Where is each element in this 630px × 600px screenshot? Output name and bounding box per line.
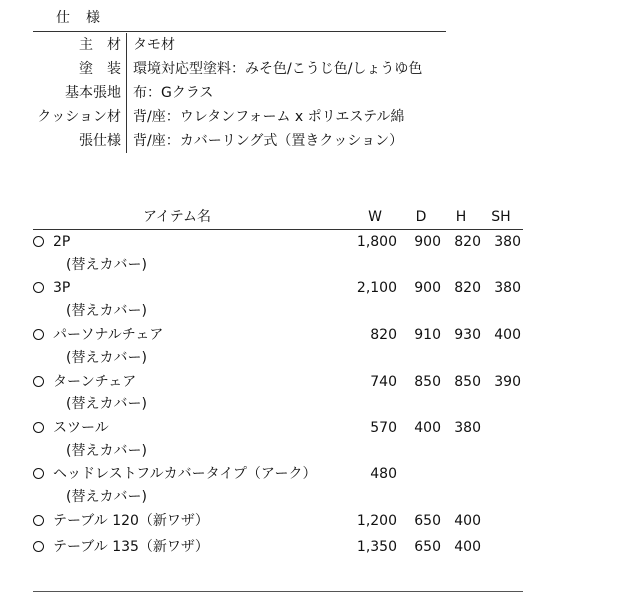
item-sub: (替えカバー) xyxy=(66,396,147,412)
spec-label: 主 材 xyxy=(79,37,121,53)
item-sub: (替えカバー) xyxy=(66,489,147,505)
spec-label: 基本張地 xyxy=(65,85,121,101)
circle-icon xyxy=(33,515,44,526)
item-w: 1,350 xyxy=(356,539,397,555)
circle-icon xyxy=(33,541,44,552)
header-d: D xyxy=(415,209,427,225)
item-d: 650 xyxy=(414,539,441,555)
item-sub: (替えカバー) xyxy=(66,443,147,459)
bottom-rule xyxy=(33,591,523,592)
table-row xyxy=(33,277,523,299)
item-w: 740 xyxy=(370,374,397,390)
item-w: 820 xyxy=(370,327,397,343)
table-row xyxy=(33,536,523,558)
item-name: テーブル 120（新ワザ） xyxy=(53,513,209,529)
table-row xyxy=(33,510,523,532)
item-sh: 380 xyxy=(494,280,521,296)
item-h: 850 xyxy=(454,374,481,390)
item-sh: 390 xyxy=(494,374,521,390)
item-h: 400 xyxy=(454,539,481,555)
table-row xyxy=(33,371,523,393)
spec-row-main-material xyxy=(33,33,453,57)
spec-value: 環境対応型塗料：みそ色/こうじ色/しょうゆ色 xyxy=(133,61,423,77)
item-d: 400 xyxy=(414,420,441,436)
item-name: パーソナルチェア xyxy=(53,327,164,343)
item-h: 400 xyxy=(454,513,481,529)
item-w: 2,100 xyxy=(356,280,397,296)
item-name: テーブル 135（新ワザ） xyxy=(53,539,209,555)
item-sub: (替えカバー) xyxy=(66,303,147,319)
spec-label: 塗 装 xyxy=(79,61,121,77)
circle-icon xyxy=(33,329,44,340)
spec-row-finish xyxy=(33,57,453,81)
item-sh: 380 xyxy=(494,234,521,250)
spec-value: 背/座：カバーリング式（置きクッション） xyxy=(133,133,404,149)
spec-label: クッション材 xyxy=(37,109,121,125)
item-w: 570 xyxy=(370,420,397,436)
item-h: 820 xyxy=(454,234,481,250)
spec-value: 布：Gクラス xyxy=(133,85,214,101)
spec-title: 仕 様 xyxy=(56,10,101,26)
item-w: 480 xyxy=(370,466,397,482)
item-name: 3P xyxy=(53,280,71,296)
circle-icon xyxy=(33,376,44,387)
item-w: 1,800 xyxy=(356,234,397,250)
item-h: 930 xyxy=(454,327,481,343)
item-name: 2P xyxy=(53,234,71,250)
circle-icon xyxy=(33,422,44,433)
header-h: H xyxy=(455,209,467,225)
table-row xyxy=(33,463,523,485)
item-h: 380 xyxy=(454,420,481,436)
table-row xyxy=(33,324,523,346)
circle-icon xyxy=(33,236,44,247)
item-d: 910 xyxy=(414,327,441,343)
item-sub: (替えカバー) xyxy=(66,350,147,366)
spec-value: タモ材 xyxy=(133,37,175,53)
item-w: 1,200 xyxy=(356,513,397,529)
table-row xyxy=(33,417,523,439)
spec-row-upholstery xyxy=(33,129,453,153)
circle-icon xyxy=(33,468,44,479)
item-d: 850 xyxy=(414,374,441,390)
header-item-name: アイテム名 xyxy=(143,209,212,225)
spec-value: 背/座：ウレタンフォーム x ポリエステル綿 xyxy=(133,109,405,125)
item-name: ターンチェア xyxy=(53,374,137,390)
item-name: スツール xyxy=(53,420,109,436)
spec-rule xyxy=(33,31,446,32)
item-h: 820 xyxy=(454,280,481,296)
table-row xyxy=(33,231,523,253)
items-rule xyxy=(33,229,523,230)
item-sh: 400 xyxy=(494,327,521,343)
spec-row-base-fabric xyxy=(33,81,453,105)
items-header xyxy=(33,205,523,229)
circle-icon xyxy=(33,282,44,293)
item-d: 900 xyxy=(414,234,441,250)
header-w: W xyxy=(368,209,382,225)
item-sub: (替えカバー) xyxy=(66,257,147,273)
header-sh: SH xyxy=(491,209,511,225)
item-name: ヘッドレストフルカバータイプ（アーク） xyxy=(53,466,317,482)
spec-label: 張仕様 xyxy=(79,133,121,149)
item-d: 650 xyxy=(414,513,441,529)
spec-row-cushion xyxy=(33,105,453,129)
item-d: 900 xyxy=(414,280,441,296)
